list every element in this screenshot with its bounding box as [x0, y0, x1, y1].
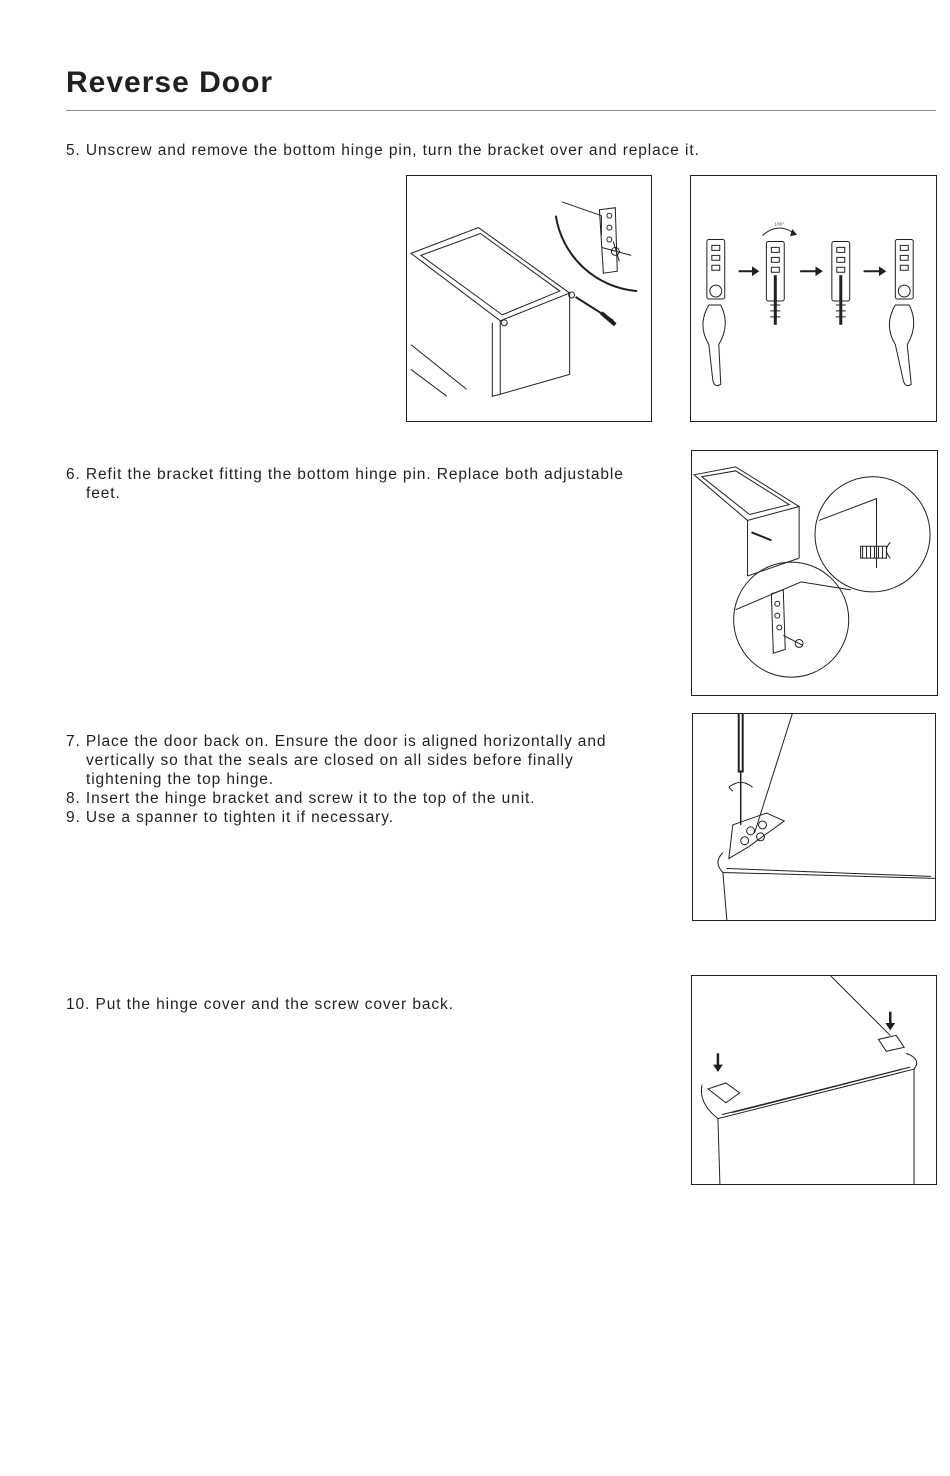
screwdriver-icon — [729, 714, 753, 825]
step-6-text — [66, 465, 624, 503]
rotation-label: 180° — [774, 222, 785, 228]
step-9-line: 9. Use a spanner to tighten it if necessary. — [66, 809, 394, 826]
step-6-line-1: 6. Refit the bracket fitting the bottom hinge pin. Replace both adjustable — [66, 466, 624, 483]
magnified-foot-illustration — [815, 477, 930, 592]
step-6-line-2: feet. — [86, 485, 121, 502]
steps-7-to-9-text — [66, 732, 606, 827]
hinge-cover-illustration — [708, 1083, 740, 1103]
step-7-line-2: vertically so that the seals are closed on all sides before finally — [86, 752, 574, 769]
page-title: Reverse Door — [66, 66, 274, 99]
figure-covers-back — [691, 975, 937, 1185]
step-10-text: 10. Put the hinge cover and the screw cover back. — [66, 996, 454, 1013]
figure-bracket-flip-sequence — [690, 175, 937, 422]
step-8-line: 8. Insert the hinge bracket and screw it to the top of the unit. — [66, 790, 536, 807]
step-5-text: 5. Unscrew and remove the bottom hinge pin, turn the bracket over and replace it. — [66, 142, 700, 159]
magnified-hinge-illustration — [556, 202, 637, 291]
figure-remove-hinge-pin — [406, 175, 652, 422]
bracket-1 — [703, 239, 725, 385]
step-7-line-1: 7. Place the door back on. Ensure the door is aligned horizontally and — [66, 733, 607, 750]
bracket-2 — [766, 241, 784, 324]
figure-refit-bracket-feet — [691, 450, 938, 696]
bracket-3 — [832, 241, 850, 324]
fridge-body-illustration — [694, 467, 799, 576]
hinge-bracket-illustration — [729, 813, 784, 859]
step-7-line-3: tightening the top hinge. — [86, 771, 274, 788]
magnified-hinge-illustration — [734, 562, 851, 677]
figure-screw-top-hinge — [692, 713, 936, 921]
title-divider — [66, 110, 936, 111]
fridge-body-illustration — [411, 228, 615, 397]
screw-cover-illustration — [878, 1035, 904, 1051]
arrow-down-icon — [886, 1012, 894, 1030]
arrow-down-icon — [714, 1053, 722, 1071]
rotation-arrow-icon — [762, 228, 794, 235]
bracket-4 — [889, 239, 913, 385]
